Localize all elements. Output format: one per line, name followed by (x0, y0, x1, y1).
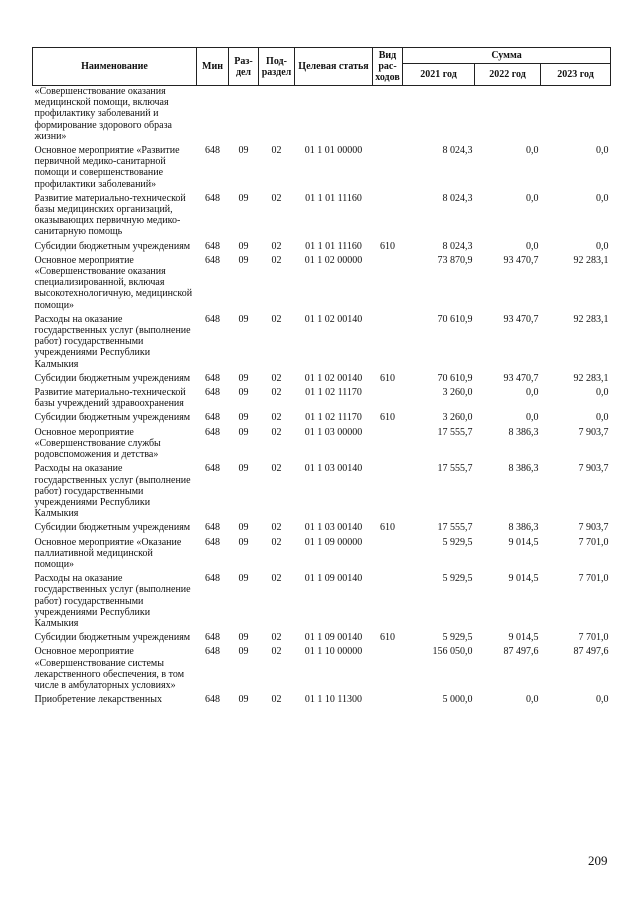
table-row (33, 573, 611, 632)
cell-celevaya-statya: 01 1 01 11160 (305, 240, 362, 252)
cell-sum-2023: 7 701,0 (578, 632, 609, 644)
table-row (33, 427, 611, 464)
cell-podrazdel: 02 (271, 240, 282, 252)
cell-razdel: 09 (238, 145, 249, 157)
cell-sum-2023: 7 903,7 (578, 463, 609, 475)
table-row (33, 373, 611, 387)
cell-min: 648 (205, 463, 220, 475)
cell-razdel: 09 (238, 426, 249, 438)
cell-sum-2022: 0,0 (526, 694, 539, 706)
cell-sum-2022: 93 470,7 (503, 313, 539, 325)
cell-min: 648 (205, 426, 220, 438)
cell-sum-2021: 70 610,9 (437, 313, 473, 325)
cell-min: 648 (205, 573, 220, 585)
cell-podrazdel: 02 (271, 192, 282, 204)
cell-min: 648 (205, 694, 220, 706)
cell-razdel: 09 (238, 522, 249, 534)
cell-sum-2022: 8 386,3 (508, 522, 539, 534)
cell-podrazdel: 02 (271, 536, 282, 548)
cell-sum-2023: 0,0 (596, 387, 609, 399)
cell-celevaya-statya: 01 1 03 00140 (304, 463, 363, 475)
table-row (33, 241, 611, 255)
cell-sum-2023 (541, 86, 611, 146)
cell-sum-2021: 5 929,5 (442, 573, 473, 585)
cell-min: 648 (205, 632, 220, 644)
cell-podrazdel: 02 (271, 646, 282, 658)
cell-celevaya-statya: 01 1 02 00000 (304, 254, 363, 266)
cell-min: 648 (205, 313, 220, 325)
header-podrazdel: Под-раздел (259, 48, 295, 86)
cell-min: 648 (205, 372, 220, 384)
table-row (33, 193, 611, 241)
cell-name: Основное мероприятие «Совершенствование оказания специализированной, включая высокотехнологичную, медицинской помощи» (34, 254, 193, 311)
cell-celevaya-statya: 01 1 09 00140 (304, 573, 363, 585)
cell-celevaya-statya: 01 1 03 00140 (304, 522, 363, 534)
cell-celevaya-statya: 01 1 10 00000 (304, 646, 363, 658)
cell-name: Основное мероприятие «Совершенствование системы лекарственного обеспечения, в том числе в амбулаторных условиях» (34, 646, 185, 691)
cell-celevaya-statya: 01 1 01 00000 (304, 145, 363, 157)
table-row (33, 255, 611, 314)
cell-name: Развитие материально-технической базы учреждений здравоохранения (34, 387, 186, 410)
cell-celevaya-statya: 01 1 10 11300 (304, 694, 363, 706)
cell-name: Расходы на оказание государственных услуг (выполнение работ) государственными учреждениями Республики Калмыкия (34, 573, 191, 629)
cell-sum-2022: 9 014,5 (508, 536, 539, 548)
cell-podrazdel: 02 (271, 313, 282, 325)
table-row (33, 86, 611, 146)
cell-sum-2022: 0,0 (526, 387, 539, 399)
cell-vid-rashodov: 610 (380, 240, 395, 252)
cell-vid-rashodov: 610 (380, 412, 395, 424)
cell-sum-2021 (403, 86, 475, 146)
cell-sum-2023: 7 903,7 (578, 522, 609, 534)
cell-vid-rashodov (373, 573, 403, 632)
cell-razdel: 09 (238, 387, 249, 399)
cell-sum-2021: 8 024,3 (442, 145, 473, 157)
cell-sum-2023: 7 701,0 (578, 573, 609, 585)
cell-podrazdel: 02 (271, 632, 282, 644)
cell-vid-rashodov (373, 255, 403, 314)
cell-podrazdel: 02 (271, 254, 282, 266)
cell-podrazdel (259, 86, 295, 146)
cell-sum-2021: 5 929,5 (442, 632, 473, 644)
cell-sum-2021: 8 024,3 (442, 192, 473, 204)
cell-sum-2023: 87 497,6 (573, 646, 609, 658)
table-row (33, 314, 611, 373)
cell-name: Основное мероприятие «Совершенствование службы родовспоможения и детства» (34, 426, 161, 461)
cell-name: Субсидии бюджетным учреждениям (34, 372, 191, 384)
cell-razdel: 09 (238, 536, 249, 548)
cell-celevaya-statya: 01 1 02 11170 (305, 387, 362, 399)
header-celevaya-statya: Целевая статья (295, 48, 373, 86)
cell-min: 648 (205, 192, 220, 204)
cell-sum-2022: 93 470,7 (503, 254, 539, 266)
cell-celevaya-statya: 01 1 01 11160 (305, 192, 362, 204)
cell-name: «Совершенствование оказания медицинской помощи, включая профилактику заболеваний и формирование здорового образа жизни» (34, 86, 172, 142)
cell-sum-2021: 5 000,0 (442, 694, 473, 706)
cell-name: Развитие материально-технической базы медицинских организаций, оказывающих первичную медико-санитарную помощь (34, 192, 186, 238)
table-row (33, 522, 611, 536)
cell-celevaya-statya: 01 1 09 00000 (304, 536, 363, 548)
cell-name: Субсидии бюджетным учреждениям (34, 522, 191, 534)
cell-sum-2023: 0,0 (596, 145, 609, 157)
cell-vid-rashodov (373, 387, 403, 412)
cell-sum-2021: 17 555,7 (437, 426, 473, 438)
cell-name: Расходы на оказание государственных услуг (выполнение работ) государственными учреждениями Республики Калмыкия (34, 463, 191, 520)
header-min: Мин (197, 48, 229, 86)
cell-vid-rashodov (373, 537, 403, 574)
cell-podrazdel: 02 (271, 573, 282, 585)
header-razdel: Раз-дел (229, 48, 259, 86)
cell-razdel: 09 (238, 313, 249, 325)
cell-sum-2021: 73 870,9 (437, 254, 473, 266)
cell-celevaya-statya: 01 1 02 00140 (304, 313, 363, 325)
cell-min: 648 (205, 412, 220, 424)
cell-podrazdel: 02 (271, 387, 282, 399)
cell-podrazdel: 02 (271, 463, 282, 475)
cell-sum-2022: 0,0 (526, 145, 539, 157)
cell-sum-2021: 17 555,7 (437, 463, 473, 475)
cell-razdel: 09 (238, 372, 249, 384)
cell-podrazdel: 02 (271, 145, 282, 157)
cell-sum-2023: 7 701,0 (578, 536, 609, 548)
cell-sum-2022: 0,0 (526, 192, 539, 204)
cell-sum-2022 (475, 86, 541, 146)
cell-sum-2022: 0,0 (526, 240, 539, 252)
cell-celevaya-statya (295, 86, 373, 146)
cell-sum-2021: 17 555,7 (437, 522, 473, 534)
cell-razdel: 09 (238, 632, 249, 644)
cell-sum-2021: 3 260,0 (442, 387, 473, 399)
cell-podrazdel: 02 (271, 372, 282, 384)
cell-min: 648 (205, 646, 220, 658)
cell-razdel: 09 (238, 412, 249, 424)
cell-vid-rashodov: 610 (380, 372, 395, 384)
table-row (33, 463, 611, 522)
cell-name: Субсидии бюджетным учреждениям (34, 240, 191, 252)
cell-sum-2023: 0,0 (596, 412, 609, 424)
cell-sum-2023: 7 903,7 (578, 426, 609, 438)
cell-sum-2021: 70 610,9 (437, 372, 473, 384)
cell-sum-2023: 92 283,1 (573, 254, 609, 266)
header-2023: 2023 год (541, 64, 611, 86)
cell-min: 648 (205, 522, 220, 534)
cell-name: Приобретение лекарственных (34, 694, 162, 706)
cell-vid-rashodov (373, 193, 403, 241)
table-row (33, 537, 611, 574)
page-number: 209 (588, 853, 608, 868)
cell-min: 648 (205, 387, 220, 399)
header-name: Наименование (33, 48, 197, 86)
cell-sum-2023: 0,0 (596, 694, 609, 706)
cell-min: 648 (205, 254, 220, 266)
cell-razdel: 09 (238, 573, 249, 585)
cell-podrazdel: 02 (271, 522, 282, 534)
cell-razdel (229, 86, 259, 146)
cell-sum-2021: 5 929,5 (442, 536, 473, 548)
cell-celevaya-statya: 01 1 03 00000 (304, 426, 363, 438)
cell-sum-2023: 0,0 (596, 192, 609, 204)
table-row (33, 646, 611, 694)
cell-vid-rashodov (373, 86, 403, 146)
cell-podrazdel: 02 (271, 694, 282, 706)
cell-name: Основное мероприятие «Оказание паллиативной медицинской помощи» (34, 536, 182, 570)
cell-razdel: 09 (238, 254, 249, 266)
cell-vid-rashodov (373, 463, 403, 522)
cell-razdel: 09 (238, 694, 249, 706)
cell-vid-rashodov: 610 (380, 522, 395, 534)
cell-celevaya-statya: 01 1 02 11170 (305, 412, 362, 424)
cell-sum-2022: 9 014,5 (508, 573, 539, 585)
cell-podrazdel: 02 (271, 426, 282, 438)
header-2022: 2022 год (475, 64, 541, 86)
header-2021: 2021 год (403, 64, 475, 86)
cell-sum-2021: 8 024,3 (442, 240, 473, 252)
cell-sum-2022: 87 497,6 (503, 646, 539, 658)
cell-sum-2023: 0,0 (596, 240, 609, 252)
cell-razdel: 09 (238, 192, 249, 204)
cell-sum-2022: 8 386,3 (508, 463, 539, 475)
cell-sum-2023: 92 283,1 (573, 313, 609, 325)
cell-vid-rashodov (373, 145, 403, 193)
cell-sum-2022: 0,0 (526, 412, 539, 424)
table-row (33, 145, 611, 193)
cell-razdel: 09 (238, 646, 249, 658)
budget-table (32, 47, 611, 708)
cell-vid-rashodov (373, 694, 403, 708)
cell-name: Субсидии бюджетным учреждениям (34, 412, 191, 424)
table-header (33, 48, 611, 86)
cell-sum-2021: 3 260,0 (442, 412, 473, 424)
cell-sum-2023: 92 283,1 (573, 372, 609, 384)
header-vid-rashodov: Вид рас-ходов (373, 48, 403, 86)
cell-sum-2022: 8 386,3 (508, 426, 539, 438)
cell-sum-2022: 9 014,5 (508, 632, 539, 644)
cell-min (197, 86, 229, 146)
cell-razdel: 09 (238, 240, 249, 252)
table-body (33, 86, 611, 709)
cell-vid-rashodov (373, 646, 403, 694)
cell-podrazdel: 02 (271, 412, 282, 424)
cell-vid-rashodov (373, 314, 403, 373)
cell-min: 648 (205, 145, 220, 157)
document-page (32, 47, 610, 708)
cell-vid-rashodov (373, 427, 403, 464)
cell-name: Субсидии бюджетным учреждениям (34, 632, 191, 644)
cell-min: 648 (205, 240, 220, 252)
cell-sum-2021: 156 050,0 (432, 646, 473, 658)
header-summa: Сумма (403, 48, 611, 64)
table-row (33, 412, 611, 426)
table-row (33, 632, 611, 646)
cell-celevaya-statya: 01 1 02 00140 (304, 372, 363, 384)
cell-vid-rashodov: 610 (380, 632, 395, 644)
cell-celevaya-statya: 01 1 09 00140 (304, 632, 363, 644)
cell-name: Основное мероприятие «Развитие первичной медико-санитарной помощи и совершенствование профилактики заболеваний» (34, 145, 180, 190)
table-row (33, 387, 611, 412)
cell-name: Расходы на оказание государственных услуг (выполнение работ) государственными учреждениями Республики Калмыкия (34, 313, 191, 370)
cell-min: 648 (205, 536, 220, 548)
table-row (33, 694, 611, 708)
cell-sum-2022: 93 470,7 (503, 372, 539, 384)
cell-razdel: 09 (238, 463, 249, 475)
